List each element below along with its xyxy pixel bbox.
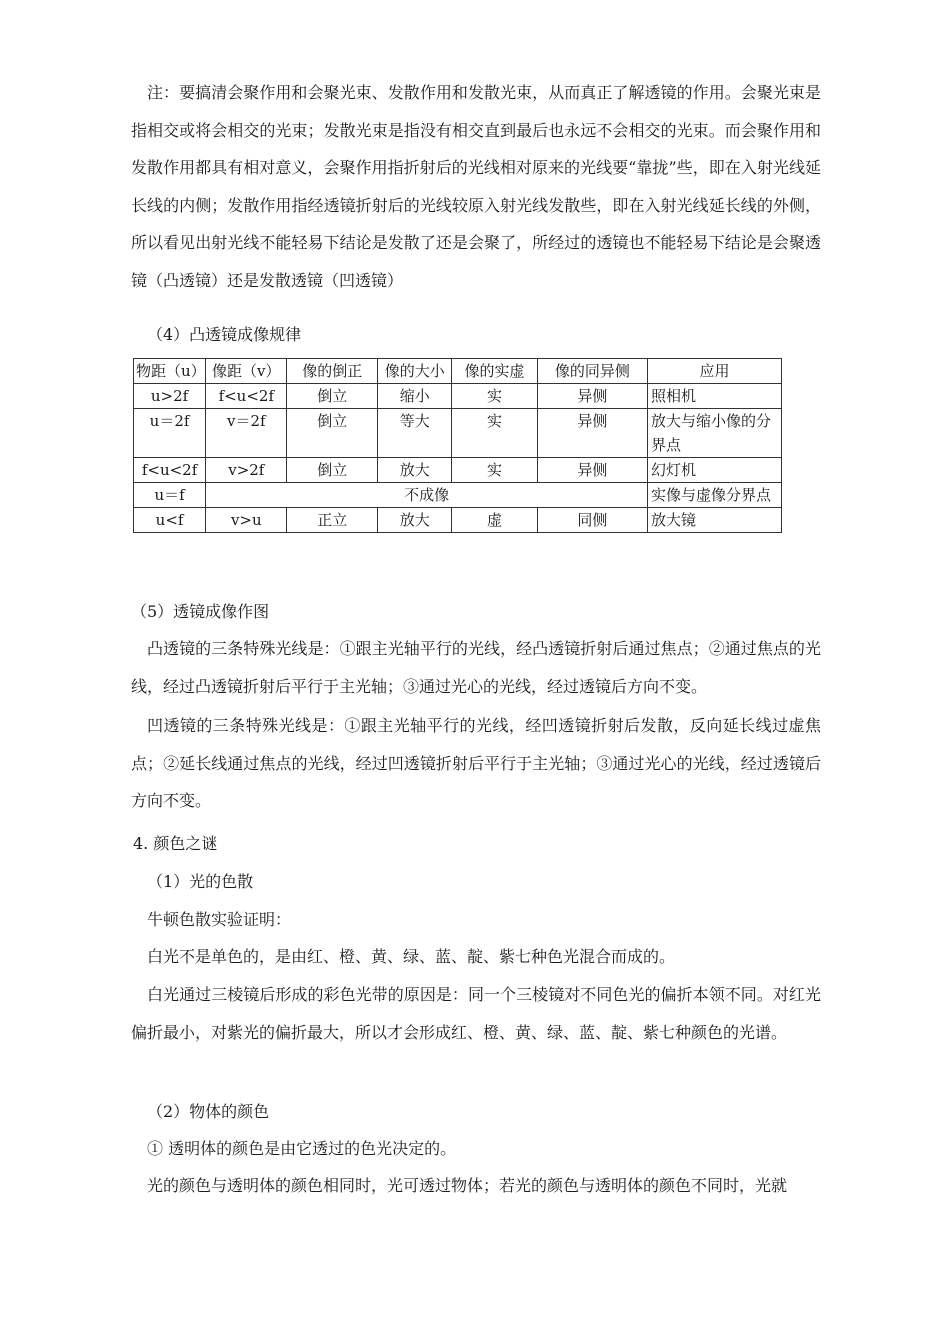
object-color-title: （2）物体的颜色 <box>147 1102 270 1121</box>
header-object-distance: 物距（u） <box>134 359 206 384</box>
last-paragraph: 光的颜色与透明体的颜色相同时，光可透过物体；若光的颜色与透明体的颜色不同时，光就 <box>147 1176 788 1195</box>
table-cell: 异侧 <box>537 409 647 458</box>
table-cell: v＝2f <box>206 409 287 458</box>
white-light-line: 白光不是单色的，是由红、橙、黄、绿、蓝、靛、紫七种色光混合而成的。 <box>147 947 676 966</box>
note-paragraph: 注：要搞清会聚作用和会聚光束、发散作用和发散光束，从而真正了解透镜的作用。会聚光束是指相交或将会相交的光束；发散光束是指没有相交直到最后也永远不会相交的光束。而会聚作用和发散作用都具有相对意义，会聚作用指折射后的光线相对原来的光线要“靠拢”些，即在入射光线延长线的内侧；发散作用指经透镜折射后的光线较原入射光线发散些，即在入射光线延长线的外侧，所以看见出射光线不能轻易下结论是发散了还是会聚了，所经过的透镜也不能轻易下结论是会聚透镜（凸透镜）还是发散透镜（凹透镜） <box>131 83 821 290</box>
prism-paragraph: 白光通过三棱镜后形成的彩色光带的原因是：同一个三棱镜对不同色光的偏折本领不同。对红光偏折最小，对紫光的偏折最大，所以才会形成红、橙、黄、绿、蓝、靛、紫七种颜色的光谱。 <box>131 985 821 1042</box>
header-application: 应用 <box>648 359 782 384</box>
table-cell: 照相机 <box>648 384 782 409</box>
table-cell: 倒立 <box>287 384 378 409</box>
header-side: 像的同异侧 <box>537 359 647 384</box>
section-5-title: （5）透镜成像作图 <box>131 602 270 621</box>
table-cell: u＝2f <box>134 409 206 458</box>
header-image-distance: 像距（v） <box>206 359 287 384</box>
table-cell: 虚 <box>452 508 538 533</box>
table-row <box>134 483 782 508</box>
table-header-row <box>134 359 782 384</box>
table-row <box>134 508 782 533</box>
table-cell: u<f <box>134 508 206 533</box>
table-cell: 实像与虚像分界点 <box>648 483 782 508</box>
table-cell: f<u<2f <box>206 384 287 409</box>
header-real-virtual: 像的实虚 <box>452 359 538 384</box>
transparent-body-line: ① 透明体的颜色是由它透过的色光决定的。 <box>147 1139 457 1158</box>
table-cell: 缩小 <box>378 384 452 409</box>
table-cell: 放大 <box>378 508 452 533</box>
convex-lens-paragraph: 凸透镜的三条特殊光线是：①跟主光轴平行的光线，经凸透镜折射后通过焦点；②通过焦点的光线，经过凸透镜折射后平行于主光轴；③通过光心的光线，经过透镜后方向不变。 <box>131 639 821 696</box>
table-cell: 放大 <box>378 458 452 483</box>
table-cell: 幻灯机 <box>648 458 782 483</box>
table-cell: 实 <box>452 409 538 458</box>
table-cell-merged: 不成像 <box>206 483 648 508</box>
color-heading: 4. 颜色之谜 <box>133 834 218 853</box>
dispersion-title: （1）光的色散 <box>147 872 254 891</box>
table-cell: 正立 <box>287 508 378 533</box>
table-cell: 实 <box>452 384 538 409</box>
table-cell: f<u<2f <box>134 458 206 483</box>
header-size: 像的大小 <box>378 359 452 384</box>
table-cell: u>2f <box>134 384 206 409</box>
table-cell: v>2f <box>206 458 287 483</box>
table-cell: 放大与缩小像的分界点 <box>648 409 782 458</box>
table-cell: 异侧 <box>537 458 647 483</box>
table-cell: 等大 <box>378 409 452 458</box>
newton-line: 牛顿色散实验证明： <box>147 910 292 929</box>
table-cell: 异侧 <box>537 384 647 409</box>
lens-imaging-table <box>133 358 782 533</box>
table-cell: v>u <box>206 508 287 533</box>
table-row <box>134 409 782 458</box>
header-orientation: 像的倒正 <box>287 359 378 384</box>
concave-lens-paragraph: 凹透镜的三条特殊光线是：①跟主光轴平行的光线，经凹透镜折射后发散，反向延长线过虚焦点；②延长线通过焦点的光线，经过凹透镜折射后平行于主光轴；③通过光心的光线，经过透镜后方向不变。 <box>131 716 821 810</box>
table-cell: 实 <box>452 458 538 483</box>
table-row <box>134 458 782 483</box>
section-4-title: （4）凸透镜成像规律 <box>147 325 302 344</box>
table-cell: 倒立 <box>287 409 378 458</box>
table-row <box>134 384 782 409</box>
table-cell: 倒立 <box>287 458 378 483</box>
table-cell: 同侧 <box>537 508 647 533</box>
table-cell: 放大镜 <box>648 508 782 533</box>
table-cell: u＝f <box>134 483 206 508</box>
